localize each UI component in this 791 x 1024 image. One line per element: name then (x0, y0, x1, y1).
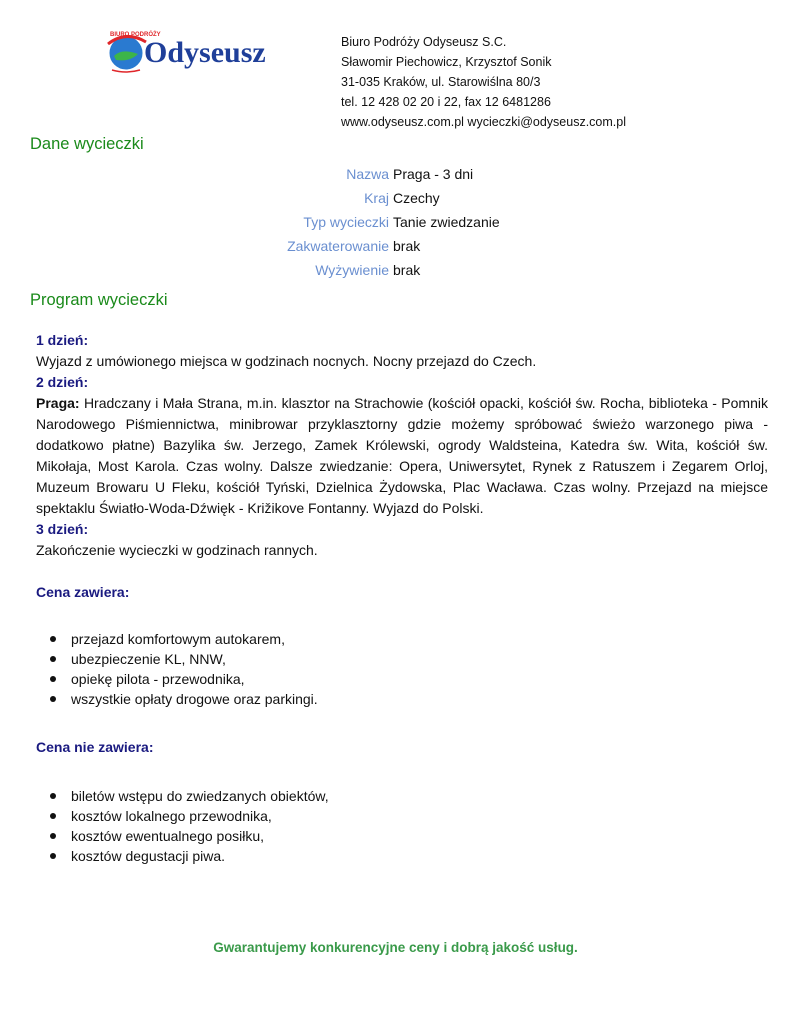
trip-row-label: Zakwaterowanie (287, 238, 389, 254)
price-includes-heading: Cena zawiera: (36, 584, 130, 600)
footer-slogan: Gwarantujemy konkurencyjne ceny i dobrą jakość usług. (213, 940, 578, 955)
list-item: kosztów degustacji piwa. (36, 846, 329, 866)
trip-row-label: Nazwa (346, 166, 389, 182)
company-address: 31-035 Kraków, ul. Starowiślna 80/3 (341, 75, 541, 89)
list-item: opiekę pilota - przewodnika, (36, 669, 318, 689)
trip-row-label: Typ wycieczki (303, 214, 389, 230)
trip-row-value: Praga - 3 dni (393, 166, 474, 182)
trip-row-label: Kraj (364, 190, 389, 206)
list-item: biletów wstępu do zwiedzanych obiektów, (36, 786, 329, 806)
day-label: 3 dzień: (36, 521, 89, 537)
logo-small-text: BIURO PODRÓŻY (110, 32, 161, 38)
day-label: 1 dzień: (36, 332, 89, 348)
trip-row (0, 234, 791, 258)
company-owners: Sławomir Piechowicz, Krzysztof Sonik (341, 55, 552, 69)
odyseusz-logo (104, 26, 304, 76)
company-name: Biuro Podróży Odyseusz S.C. (341, 35, 507, 49)
company-info (341, 32, 626, 132)
program-heading: Program wycieczki (30, 291, 168, 309)
trip-row-value: Tanie zwiedzanie (393, 214, 500, 230)
trip-row (0, 210, 791, 234)
trip-row-label: Wyżywienie (315, 262, 389, 278)
day-description: Wyjazd z umówionego miejsca w godzinach nocnych. Nocny przejazd do Czech. (36, 353, 537, 369)
logo-wordmark: Odyseusz (144, 36, 266, 69)
list-item: ubezpieczenie KL, NNW, (36, 649, 318, 669)
trip-row-value: brak (393, 238, 421, 254)
company-web-email[interactable]: www.odyseusz.com.pl wycieczki@odyseusz.com.pl (341, 115, 627, 129)
trip-details-table (0, 162, 791, 282)
trip-details-heading: Dane wycieczki (30, 135, 144, 153)
price-includes-list (36, 629, 318, 709)
list-item: kosztów lokalnego przewodnika, (36, 806, 329, 826)
day-description: Praga: Hradczany i Mała Strana, m.in. klasztor na Strachowie (kościół opacki, kościół św. Rocha, biblioteka - Pomnik Narodowego Piśmiennictwa, minibrowar przyklasztorny gdzie możemy spróbować świeżo warzonego piwa - dodatkowo płatne) Bazylika św. Jerzego, Zamek Królewski, ogrody Waldsteina, Katedra św. Wita, kościół św. Mikołaja, Most Karola. Czas wolny. Dalsze zwiedzanie: Opera, Uniwersytet, Rynek z Ratuszem i Zegarem Orloj, Muzeum Browaru U Fleku, kościół Tyński, Dzielnica Żydowska, Plac Wacława. Czas wolny. Przejazd na miejsce spektaklu Światło-Woda-Dźwięk - Križikove Fontanny. Wyjazd do Polski. (36, 395, 768, 516)
program-body (36, 330, 768, 561)
trip-row (0, 258, 791, 282)
trip-row (0, 186, 791, 210)
list-item: przejazd komfortowym autokarem, (36, 629, 318, 649)
company-phones: tel. 12 428 02 20 i 22, fax 12 6481286 (341, 95, 551, 109)
trip-row (0, 162, 791, 186)
price-excludes-heading: Cena nie zawiera: (36, 739, 154, 755)
list-item: kosztów ewentualnego posiłku, (36, 826, 329, 846)
list-item: wszystkie opłaty drogowe oraz parkingi. (36, 689, 318, 709)
day-label: 2 dzień: (36, 374, 89, 390)
trip-row-value: brak (393, 262, 421, 278)
day-description: Zakończenie wycieczki w godzinach rannych. (36, 542, 318, 558)
trip-row-value: Czechy (393, 190, 440, 206)
day-lead: Praga: (36, 395, 80, 411)
price-excludes-list (36, 786, 329, 866)
